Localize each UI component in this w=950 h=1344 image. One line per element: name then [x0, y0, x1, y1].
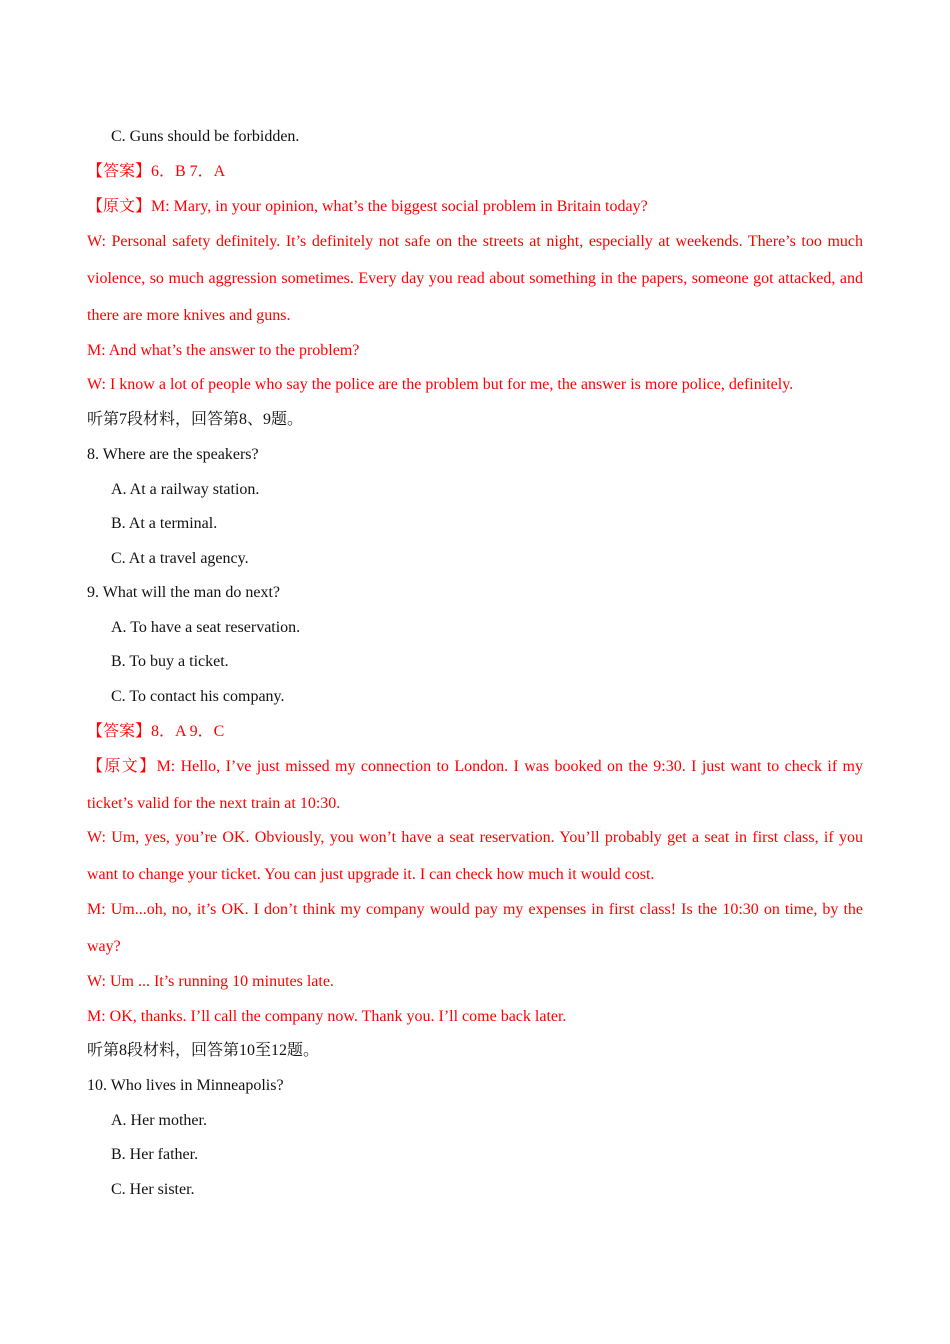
- q10-option-c: C. Her sister.: [111, 1181, 195, 1198]
- q8-option-a: A. At a railway station.: [111, 481, 260, 498]
- transcript2-line-1: 【原文】M: Hello, I’ve just missed my connection to London. I was booked on the 9:30. I just want to check if my ticket’s valid for the next train at 10:30.: [87, 758, 863, 812]
- transcript2-line-5: M: OK, thanks. I’ll call the company now. Thank you. I’ll come back later.: [87, 1008, 567, 1025]
- q9-question: 9. What will the man do next?: [87, 584, 280, 601]
- q10-question: 10. Who lives in Minneapolis?: [87, 1077, 284, 1094]
- transcript1-line-2: W: Personal safety definitely. It’s definitely not safe on the streets at night, especially at weekends. There’s too much violence, so much aggression sometimes. Every day you read about something in the papers, someone got attacked, and there are more knives and guns.: [87, 233, 863, 324]
- section-7-instruction: 听第7段材料，回答第8、9题。: [87, 411, 304, 428]
- transcript1-line-3: M: And what’s the answer to the problem?: [87, 342, 360, 359]
- answer-8-9: 【答案】8．A 9．C: [87, 723, 225, 740]
- q10-option-a: A. Her mother.: [111, 1112, 207, 1129]
- q7-option-c: C. Guns should be forbidden.: [111, 128, 300, 145]
- q8-option-b: B. At a terminal.: [111, 515, 218, 532]
- q10-option-b: B. Her father.: [111, 1146, 199, 1163]
- transcript2-line-2: W: Um, yes, you’re OK. Obviously, you won’t have a seat reservation. You’ll probably get a seat in first class, if you want to change your ticket. You can just upgrade it. I can check how much it would cost.: [87, 829, 863, 883]
- q9-option-a: A. To have a seat reservation.: [111, 619, 301, 636]
- transcript1-line-4: W: I know a lot of people who say the police are the problem but for me, the answer is more police, definitely.: [87, 376, 794, 393]
- section-8-instruction: 听第8段材料，回答第10至12题。: [87, 1042, 320, 1059]
- transcript1-line-1: 【原文】M: Mary, in your opinion, what’s the biggest social problem in Britain today?: [87, 198, 648, 215]
- q8-question: 8. Where are the speakers?: [87, 446, 259, 463]
- transcript2-line-3: M: Um...oh, no, it’s OK. I don’t think my company would pay my expenses in first class! Is the 10:30 on time, by the way?: [87, 901, 863, 955]
- answer-6-7: 【答案】6．B 7．A: [87, 163, 226, 180]
- q9-option-c: C. To contact his company.: [111, 688, 285, 705]
- q8-option-c: C. At a travel agency.: [111, 550, 249, 567]
- q9-option-b: B. To buy a ticket.: [111, 653, 229, 670]
- transcript2-line-4: W: Um ... It’s running 10 minutes late.: [87, 973, 334, 990]
